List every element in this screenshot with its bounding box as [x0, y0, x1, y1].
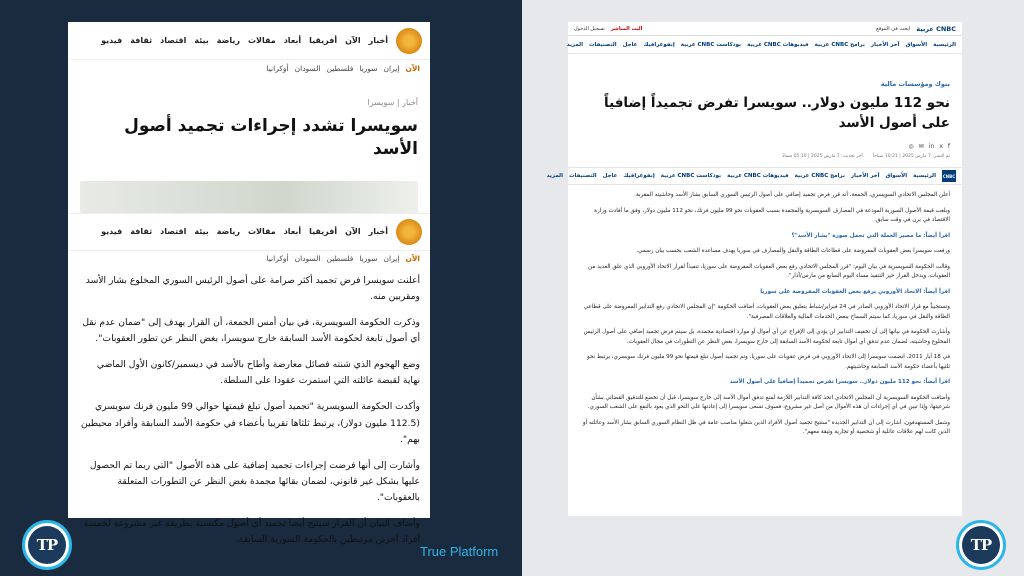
nav-item[interactable]: إنفوغرافيك	[623, 173, 655, 180]
article-body	[68, 267, 430, 548]
sub-nav-item[interactable]: فلسطين	[326, 63, 354, 73]
article-paragraph: وشمل المستهدفون، أشارت إلى أن التدابير الجديدة "ستتيح تجميد أصول الأفراد الذين شغلوا مناصب عامة في ظل النظام السوري السابق بشار الأسد وعائلته أو الذين كانت لهم علاقات عائلية أو شخصية أو تجارية وثيقة معهم".	[582, 419, 950, 436]
section-label[interactable]: بنوك ومؤسسات مالية	[880, 80, 950, 88]
nav-item[interactable]: الآن	[345, 227, 361, 237]
nav-item[interactable]: عاجل	[622, 41, 638, 48]
sub-nav-item[interactable]: السودان	[294, 254, 321, 264]
sub-nav	[68, 60, 430, 76]
article-paragraph: وأشارت الحكومة في بيانها إلى أن تخفيف التدابير لن يؤدي إلى الإفراج عن أي أموال أو موارد اقتصادية مجمدة، بل سيتم فرض تجميد إضافي على أصول الرئيس المخلوع وحاشيته، لضمان عدم تدفق أي أموال تابعة لحكومة الأسد السابقة إلى خارج سويسرا، بغض النظر عن التطورات في مجال العقوبات.	[583, 329, 950, 345]
nav-item[interactable]: آخر الأخبار	[870, 41, 900, 48]
nav-item[interactable]: برامج CNBC عربية	[794, 173, 845, 180]
nav-item[interactable]: التصنيفات	[589, 41, 617, 48]
article-paragraph: وتستجيباً مع قرار الاتحاد الأوروبي الصادر في 24 فبراير/شباط بتعليق بعض العقوبات، أضافت الحكومة "إن المجلس الاتحادي رفع التدابير المفروضة على قطاعي الطاقة والنقل في سوريا، كما سيتم السماح ببعض الخدمات المالية والعلاقات المصرفية".	[583, 304, 950, 320]
nav-items	[101, 36, 388, 45]
nav-item[interactable]: أفريقيا	[309, 36, 338, 45]
nav-item[interactable]: آخر الأخبار	[850, 173, 880, 180]
nav-item[interactable]: مقالات	[247, 36, 276, 45]
nav-item[interactable]: فيديوهات CNBC عربية	[747, 41, 809, 48]
nav-item[interactable]: أخبار	[368, 36, 388, 45]
related-link[interactable]: اقرأ أيضاً: ما مصير العملة التي تحمل صورة "بشار الأسد"؟	[791, 232, 950, 239]
tp-logo-text: TP	[28, 526, 66, 564]
sub-nav-item[interactable]: أوكرانيا	[266, 254, 289, 264]
nav-items	[101, 227, 388, 236]
login-link[interactable]: تسجيل الدخول	[574, 25, 605, 32]
cnbc-logo[interactable]: CNBC عربية	[916, 24, 956, 33]
share-icon[interactable]: x	[939, 143, 943, 151]
main-nav	[568, 36, 962, 54]
nav-item[interactable]: رياضة	[216, 36, 240, 45]
article-paragraph: وأضاف البيان أن القرار سيتيح أيضا تجميد أي أصول مكتسبة بطريقة غير مشروعة لخمسة أفراد آخرين مرتبطين بالحكومة السورية السابقة.	[83, 518, 420, 546]
article-body	[568, 185, 962, 450]
article-paragraph: وأكدت الحكومة السويسرية "تجميد أصول تبلغ قيمتها حوالي 99 مليون فرنك سويسري (112.5 مليون دولار)، يرتبط ثلثاها تقريبا بأعضاء في حكومة الأسد السابقة وأفراد محيطين بهم".	[81, 401, 420, 445]
live-link[interactable]: البث المباشر	[610, 25, 643, 32]
nav-item[interactable]: بيئة	[194, 227, 209, 237]
share-icon[interactable]: f	[947, 143, 950, 151]
tp-logo-left	[22, 520, 72, 570]
tp-logo-text: TP	[962, 526, 1000, 564]
hero-image	[80, 181, 418, 213]
nav-item[interactable]: الأسواق	[905, 41, 928, 48]
nav-item[interactable]: التصنيفات	[569, 173, 597, 180]
nav-item[interactable]: أبعاد	[283, 36, 302, 45]
sub-nav-item[interactable]: الآن	[405, 63, 420, 73]
share-icon[interactable]: ✉	[918, 143, 924, 151]
brand-name: True Platform	[420, 544, 499, 559]
aljazeera-logo-icon[interactable]	[396, 28, 422, 54]
share-icon[interactable]: ◎	[908, 143, 914, 151]
nav-item[interactable]: أخبار	[368, 227, 388, 237]
article-paragraph: أعلنت سويسرا فرض تجميد أكثر صرامة على أصول الرئيس السوري المخلوع بشار الأسد ومقربين منه.	[85, 274, 420, 302]
article-paragraph: وقالت الحكومة السويسرية في بيان اليوم: "قرر المجلس الاتحادي رفع بعض العقوبات المفروضة على سوريا، تنفيذاً لقرار الاتحاد الأوروبي الذي علق العديد من العقوبات، ويدخل القرار حيز التنفيذ مساء اليوم السابع من مارس/آذار".	[588, 263, 950, 280]
nav-item[interactable]: فيديوهات CNBC عربية	[727, 173, 789, 180]
cnbc-small-logo[interactable]: CNBC	[942, 170, 956, 182]
sub-nav-item[interactable]: السودان	[294, 63, 321, 73]
left-article-screenshot	[68, 22, 430, 546]
article-paragraph: وأضافت الحكومة السويسرية أن المجلس الاتحادي اتخذ كافة التدابير اللازمة لمنع تدفق أموال الأسد إلى خارج سويسرا، قبل أن تخضع للتدقيق القضائي بشأن شرعيتها، وإذا تبين في أي إجراءات أن هذه الأموال من أصل غير مشروع، فسوف تسعى سويسرا إلى إعادتها على النحو الذي يعود بالنفع على الشعب السوري.	[587, 394, 950, 411]
nav-item[interactable]: المزيد	[566, 41, 583, 48]
nav-item[interactable]: ثقافة	[130, 227, 153, 237]
related-link[interactable]: اقرأ أيضاً: الاتحاد الأوروبي يرفع بعض العقوبات المفروضة على سوريا	[760, 288, 950, 295]
nav-items	[547, 173, 936, 179]
nav-item[interactable]: مقالات	[247, 227, 276, 237]
article-paragraph: وأشارت إلى أنها فرضت إجراءات تجميد إضافية على هذه الأصول "التي ربما تم الحصول عليها بشكل غير قانوني، لضمان بقائها مجمدة بغض النظر عن التطورات المتعلقة بالعقوبات".	[89, 459, 420, 503]
sub-nav-item[interactable]: فلسطين	[326, 254, 354, 264]
share-bar	[568, 135, 962, 152]
nav-item[interactable]: الرئيسية	[913, 173, 936, 180]
sub-nav-item[interactable]: إيران	[383, 254, 400, 264]
nav-item[interactable]: الرئيسية	[933, 41, 956, 48]
sub-nav-item[interactable]: سوريا	[359, 254, 378, 264]
article-title: نحو 112 مليون دولار.. سويسرا تفرض تجميداً إضافياً على أصول الأسد	[604, 95, 950, 131]
article-paragraph: في 18 أيار 2011، انضمت سويسرا إلى الاتحاد الأوروبي في فرض عقوبات على سوريا، وتم تجميد أصول تبلغ قيمتها نحو 99 مليون فرنك سويسري، يرتبط نحو ثلثيها بأعضاء حكومة الأسد السابقة وحاشيتهم.	[587, 354, 950, 370]
right-article-screenshot	[546, 22, 962, 516]
article-paragraph: أعلن المجلس الاتحادي السويسري، الجمعة، أنه قرر فرض تجميد إضافي على أصول الرئيس السوري السابق بشار الأسد وحاشيته المقربة.	[634, 192, 950, 199]
nav-item[interactable]: أبعاد	[283, 227, 302, 237]
aljazeera-logo-icon[interactable]	[396, 219, 422, 245]
nav-item[interactable]: أفريقيا	[309, 227, 338, 237]
nav-item[interactable]: ثقافة	[130, 36, 153, 45]
tp-logo-right	[956, 520, 1006, 570]
nav-item[interactable]: بودكاست CNBC عربية	[660, 173, 722, 180]
breadcrumb[interactable]: أخبار | سويسرا	[367, 98, 418, 107]
share-icon[interactable]: in	[928, 143, 935, 151]
sub-nav-item[interactable]: إيران	[383, 63, 400, 73]
nav-item[interactable]: إنفوغرافيك	[643, 41, 675, 48]
nav-item[interactable]: فيديو	[101, 227, 123, 237]
search-link[interactable]: ابحث في الموقع	[876, 25, 911, 32]
nav-item[interactable]: الأسواق	[885, 173, 908, 180]
sub-nav-item[interactable]: الآن	[405, 254, 420, 264]
nav-item[interactable]: اقتصاد	[160, 227, 187, 237]
sticky-nav	[546, 167, 962, 185]
nav-item[interactable]: برامج CNBC عربية	[814, 41, 865, 48]
article-paragraph: وذكرت الحكومة السويسرية، في بيان أمس الجمعة، أن القرار يهدف إلى "ضمان عدم نقل أي أصول تابعة لحكومة الأسد السابقة خارج سويسرا، بغض النظر عن تطور العقوبات".	[82, 317, 420, 345]
nav-item[interactable]: بودكاست CNBC عربية	[680, 41, 742, 48]
nav-item[interactable]: عاجل	[602, 173, 618, 180]
sub-nav-item[interactable]: سوريا	[359, 63, 378, 73]
updated-date: آخر تحديث: 7 مارس 2025 | 05:10 مساءً	[782, 154, 863, 160]
nav-item[interactable]: اقتصاد	[160, 36, 187, 45]
article-paragraph: ورفعت سويسرا بعض العقوبات المفروضة على قطاعات الطاقة والنقل والمصارف في سوريا بهدف مساعدة الشعب بحسب بيان رسمي.	[636, 248, 950, 255]
article-paragraph: وبلغت قيمة الأصول السورية المودعة في المصارف السويسرية والمجمدة بسبب العقوبات نحو 99 مليون فرنك، نحو 112 مليون دولار، وفق ما أفادت وزارة الاقتصاد في برن في وقت سابق.	[594, 207, 950, 224]
article-paragraph: وضع الهجوم الذي شنته فصائل معارضة وأطاح بالأسد في ديسمبر/كانون الأول الماضي نهاية لقبضة عائلته التي استمرت عقودا على السلطة.	[96, 359, 420, 387]
nav-item[interactable]: رياضة	[216, 227, 240, 237]
published-date: تم النشر: 7 مارس 2025 | 10:21 صباحاً	[872, 154, 950, 160]
top-nav	[68, 22, 430, 60]
top-bar	[568, 22, 962, 36]
sub-nav-item[interactable]: أوكرانيا	[266, 63, 289, 73]
related-link[interactable]: اقرأ أيضاً: نحو 112 مليون دولار.. سويسرا تفرض تجميداً إضافياً على أصول الأسد	[729, 379, 950, 386]
sticky-nav	[68, 213, 430, 251]
nav-item[interactable]: المزيد	[546, 173, 563, 180]
sub-nav	[68, 251, 430, 267]
article-meta	[568, 152, 962, 161]
nav-item[interactable]: بيئة	[194, 36, 209, 45]
nav-item[interactable]: الآن	[345, 36, 361, 45]
nav-item[interactable]: فيديو	[101, 36, 123, 45]
article-title: سويسرا تشدد إجراءات تجميد أصول الأسد	[124, 116, 418, 159]
